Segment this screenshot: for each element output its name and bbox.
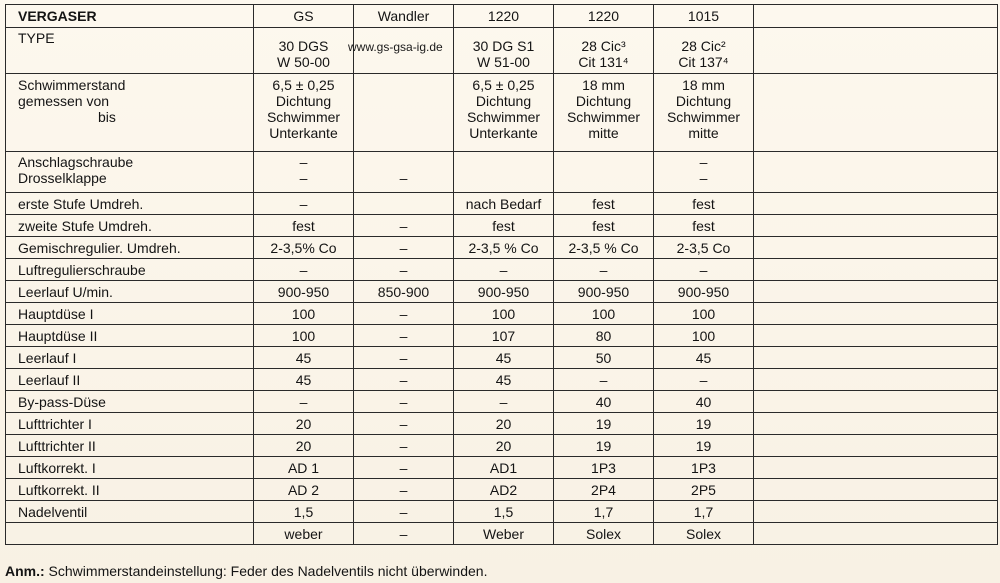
table-row [6,303,998,325]
row-label: Hauptdüse I [6,303,254,325]
float-1220a-line: Dichtung [475,93,532,109]
cell-v1015: fest [654,215,754,237]
cell-v1220a: – [454,259,554,281]
cell-v1220a: 20 [454,413,554,435]
empty-cell [754,325,998,347]
cell-wandler: – [354,259,454,281]
float-gs-line: Unterkante [269,125,338,141]
stop-1015-line: – [699,170,708,186]
cell-wandler: – [354,457,454,479]
type-gs [254,28,354,74]
cell-v1220b: fest [554,193,654,215]
header-title: VERGASER [6,5,254,28]
cell-gs: 100 [254,303,354,325]
cell-v1220b: 100 [554,303,654,325]
cell-v1015: – [654,369,754,391]
table-row [6,457,998,479]
empty-cell [754,5,998,28]
stop-label-line: Drosselklappe [18,170,107,186]
float-label-line: bis [98,109,116,125]
cell-gs: 20 [254,413,354,435]
float-label-line: Schwimmerstand [18,77,126,93]
cell-v1220b: 900-950 [554,281,654,303]
empty-cell [754,259,998,281]
cell-v1015: 1P3 [654,457,754,479]
empty-cell [754,74,998,152]
type-1220b-line: Cit 131⁴ [578,54,629,70]
stop-wandler [354,152,454,193]
float-1220a [454,74,554,152]
cell-v1220a: fest [454,215,554,237]
cell-wandler: – [354,413,454,435]
stop-wandler-line: – [399,170,408,186]
cell-wandler: – [354,435,454,457]
stop-1220b [554,152,654,193]
cell-v1220a: 2-3,5 % Co [454,237,554,259]
cell-wandler: – [354,391,454,413]
row-label-type: TYPE [6,28,254,74]
row-label [6,523,254,545]
type-gs-line: 30 DGS [278,38,329,54]
cell-v1015: – [654,259,754,281]
cell-wandler [354,193,454,215]
cell-wandler: – [354,369,454,391]
cell-v1220b: 19 [554,413,654,435]
row-label: Leerlauf U/min. [6,281,254,303]
cell-v1220a: 45 [454,369,554,391]
stop-wandler-line [356,154,451,170]
stop-gs-line: – [299,170,308,186]
stop-gs-line: – [299,154,308,170]
stop-1015 [654,152,754,193]
cell-v1220b: 2-3,5 % Co [554,237,654,259]
float-gs-line: Dichtung [275,93,332,109]
type-1015-line: Cit 137⁴ [678,54,729,70]
empty-cell [754,369,998,391]
cell-v1220b: 2P4 [554,479,654,501]
table-row [6,479,998,501]
table-row [6,237,998,259]
row-label: Luftkorrekt. II [6,479,254,501]
cell-v1015: 1,7 [654,501,754,523]
footnote [5,563,487,579]
cell-wandler: 850-900 [354,281,454,303]
column-header-1015: 1015 [654,5,754,28]
row-label: Leerlauf I [6,347,254,369]
row-label: Lufttrichter I [6,413,254,435]
cell-gs: AD 1 [254,457,354,479]
stop-gs [254,152,354,193]
empty-cell [754,391,998,413]
cell-v1220a: 20 [454,435,554,457]
cell-wandler: – [354,215,454,237]
type-1015-line: 28 Cic² [681,38,726,54]
stop-label-line: Anschlagschraube [18,154,134,170]
cell-v1220a: – [454,391,554,413]
cell-v1220b: 1P3 [554,457,654,479]
cell-v1015: 900-950 [654,281,754,303]
cell-wandler: – [354,303,454,325]
row-label: zweite Stufe Umdreh. [6,215,254,237]
float-1220b-line: Schwimmer [566,109,641,125]
type-1220b [554,28,654,74]
float-1015-line: 18 mm [682,77,725,93]
row-label: Luftregulierschraube [6,259,254,281]
table-row [6,501,998,523]
cell-v1015: 100 [654,325,754,347]
row-label: By-pass-Düse [6,391,254,413]
empty-cell [754,237,998,259]
type-gs-line: W 50-00 [277,54,330,70]
cell-v1220b: 80 [554,325,654,347]
cell-v1220a: 900-950 [454,281,554,303]
table-row [6,259,998,281]
table-row [6,281,998,303]
cell-gs: fest [254,215,354,237]
type-1220a [454,28,554,74]
row-label: Luftkorrekt. I [6,457,254,479]
cell-gs: – [254,259,354,281]
cell-v1015: 2P5 [654,479,754,501]
empty-cell [754,28,998,74]
cell-gs: weber [254,523,354,545]
empty-cell [754,457,998,479]
footnote-prefix: Anm.: [5,563,45,579]
cell-v1220b: 40 [554,391,654,413]
empty-cell [754,479,998,501]
table-row [6,215,998,237]
table-row [6,391,998,413]
table-row [6,369,998,391]
cell-gs: 900-950 [254,281,354,303]
float-wandler [354,74,454,152]
empty-cell [754,413,998,435]
row-label-float-level [6,74,254,152]
cell-v1220a: AD2 [454,479,554,501]
cell-wandler: – [354,523,454,545]
cell-wandler: – [354,501,454,523]
cell-v1015: 2-3,5 Co [654,237,754,259]
type-row [6,28,998,74]
empty-cell [754,347,998,369]
type-1220a-line: 30 DG S1 [472,38,535,54]
cell-v1220a: nach Bedarf [454,193,554,215]
row-label: Hauptdüse II [6,325,254,347]
cell-wandler: – [354,237,454,259]
empty-cell [754,523,998,545]
cell-v1220a: 107 [454,325,554,347]
float-1220b-line: mitte [588,125,619,141]
float-gs-line: Schwimmer [266,109,341,125]
cell-v1015: 19 [654,413,754,435]
cell-v1220b: fest [554,215,654,237]
table-row [6,435,998,457]
empty-cell [754,303,998,325]
float-1015-line: Schwimmer [666,109,741,125]
row-label-stop-screw [6,152,254,193]
cell-v1220a: 1,5 [454,501,554,523]
stop-screw-row [6,152,998,193]
cell-gs: 100 [254,325,354,347]
float-1220b-line: Dichtung [575,93,632,109]
float-1220a-line: Schwimmer [466,109,541,125]
cell-v1015: 100 [654,303,754,325]
table-row [6,325,998,347]
float-label-line: gemessen von [18,93,110,109]
website-watermark: www.gs-gsa-ig.de [348,40,443,54]
cell-v1220a: 45 [454,347,554,369]
column-header-wandler: Wandler [354,5,454,28]
table-row [6,413,998,435]
stop-1220a [454,152,554,193]
float-1015-line: mitte [688,125,719,141]
cell-v1220b: – [554,369,654,391]
cell-gs: 45 [254,369,354,391]
cell-v1220b: 1,7 [554,501,654,523]
cell-gs: – [254,193,354,215]
float-1015-line: Dichtung [675,93,732,109]
cell-v1220b: 50 [554,347,654,369]
cell-v1015: Solex [654,523,754,545]
cell-v1220b: 19 [554,435,654,457]
row-label: Leerlauf II [6,369,254,391]
float-gs [254,74,354,152]
float-level-row [6,74,998,152]
cell-wandler: – [354,347,454,369]
float-1220a-line: Unterkante [469,125,538,141]
cell-v1220b: Solex [554,523,654,545]
float-1015 [654,74,754,152]
type-1015 [654,28,754,74]
cell-gs: 45 [254,347,354,369]
cell-v1220b: – [554,259,654,281]
cell-gs: 2-3,5% Co [254,237,354,259]
cell-gs: 20 [254,435,354,457]
cell-v1015: 45 [654,347,754,369]
row-label: Lufttrichter II [6,435,254,457]
cell-v1220a: 100 [454,303,554,325]
float-1220a-line: 6,5 ± 0,25 [472,77,535,93]
carburetor-spec-table [5,4,998,545]
empty-cell [754,281,998,303]
type-1220b-line: 28 Cic³ [581,38,626,54]
column-header-gs: GS [254,5,354,28]
empty-cell [754,215,998,237]
header-row [6,5,998,28]
footnote-text: Schwimmerstandeinstellung: Feder des Nadelventils nicht überwinden. [44,563,488,579]
cell-v1220a: AD1 [454,457,554,479]
row-label: Nadelventil [6,501,254,523]
cell-wandler: – [354,325,454,347]
empty-cell [754,501,998,523]
row-label: Gemischregulier. Umdreh. [6,237,254,259]
float-1220b-line: 18 mm [582,77,625,93]
column-header-1220b: 1220 [554,5,654,28]
cell-v1015: fest [654,193,754,215]
float-1220b [554,74,654,152]
empty-cell [754,152,998,193]
column-header-1220a: 1220 [454,5,554,28]
type-1220a-line: W 51-00 [477,54,530,70]
empty-cell [754,193,998,215]
table-row [6,523,998,545]
float-gs-line: 6,5 ± 0,25 [272,77,335,93]
cell-v1220a: Weber [454,523,554,545]
cell-v1015: 40 [654,391,754,413]
stop-1015-line: – [699,154,708,170]
row-label: erste Stufe Umdreh. [6,193,254,215]
empty-cell [754,435,998,457]
cell-gs: 1,5 [254,501,354,523]
cell-gs: – [254,391,354,413]
cell-wandler: – [354,479,454,501]
table-row [6,193,998,215]
cell-v1015: 19 [654,435,754,457]
table-row [6,347,998,369]
cell-gs: AD 2 [254,479,354,501]
